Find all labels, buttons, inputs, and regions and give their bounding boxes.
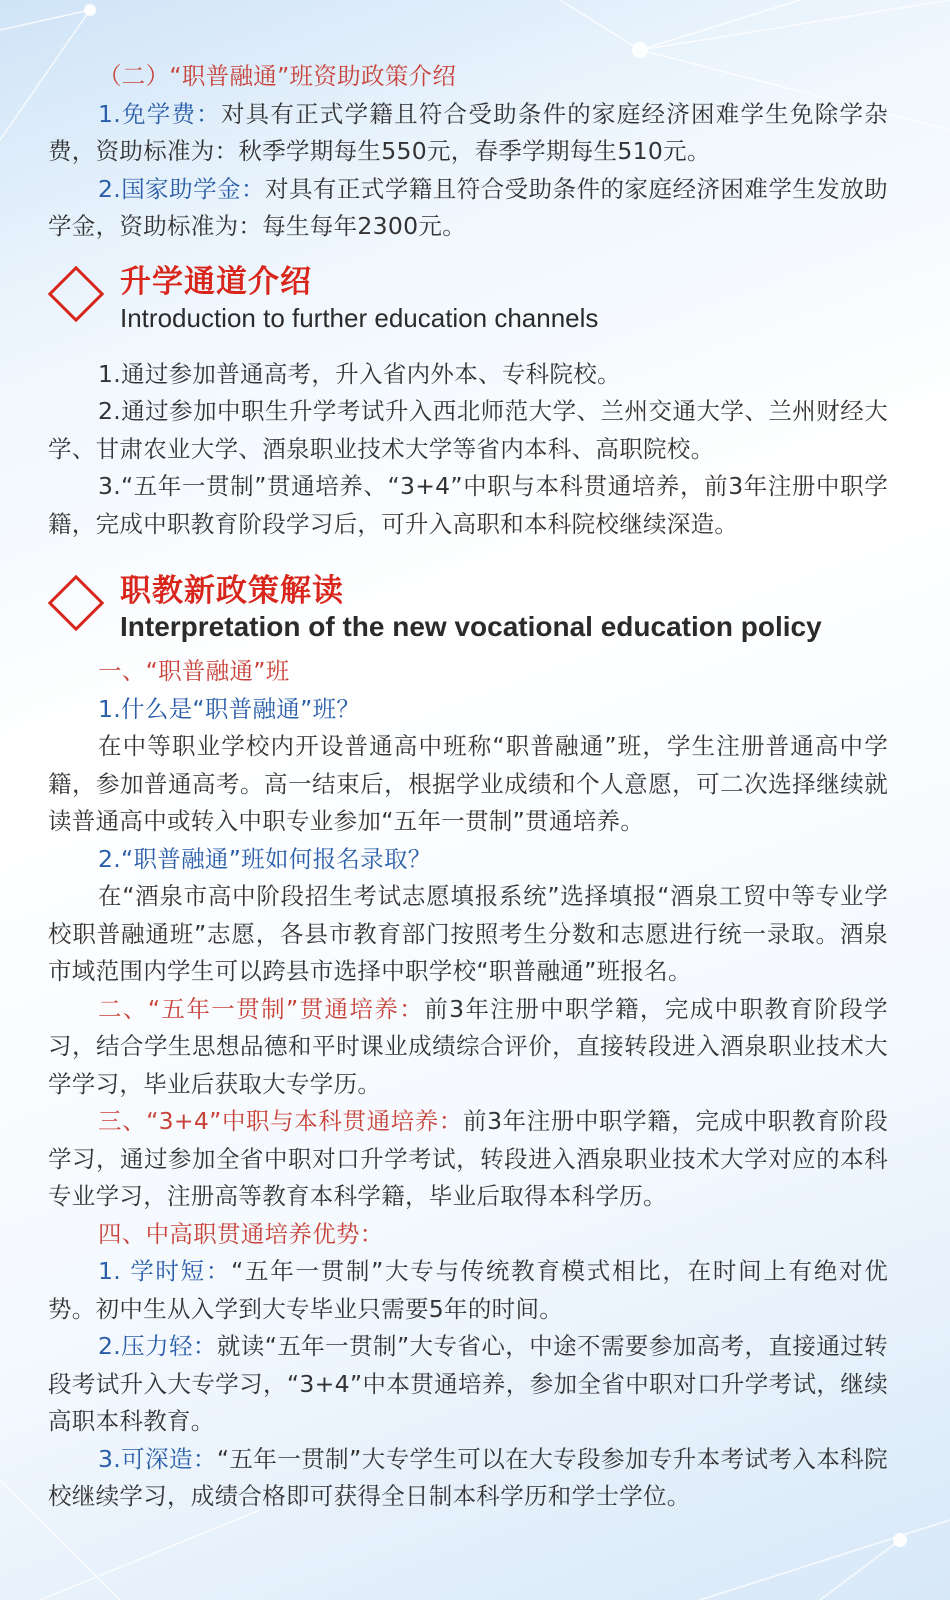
advantage-item bbox=[48, 1253, 888, 1328]
subsidy-item-tuition-free bbox=[48, 96, 888, 171]
policy-section-label: 三、“3+4”中职与本科贯通培养： bbox=[98, 1107, 463, 1135]
channel-item: 2.通过参加中职生升学考试升入西北师范大学、兰州交通大学、兰州财经大学、甘肃农业大学、酒泉职业技术大学等省内本科、高职院校。 bbox=[48, 397, 888, 463]
policy-section-heading: 四、中高职贯通培养优势： bbox=[98, 1219, 384, 1248]
diamond-icon bbox=[48, 265, 105, 322]
policy-section-text: 前3年注册中职学籍，完成中职教育阶段学习，通过参加全省中职对口升学考试，转段进入酒泉职业技术大学对应的本科专业学习，注册高等教育本科学籍，毕业后取得本科学历。 bbox=[48, 1107, 888, 1210]
policy-section-five-year bbox=[48, 991, 888, 1104]
channel-item: 1.通过参加普通高考，升入省内外本、专科院校。 bbox=[98, 359, 621, 388]
subsidy-heading: （二）“职普融通”班资助政策介绍 bbox=[98, 62, 457, 90]
diamond-icon bbox=[48, 575, 105, 632]
subsidy-item-text: 对具有正式学籍且符合受助条件的家庭经济困难学生免除学杂费，资助标准为：秋季学期每生550元，春季学期每生510元。 bbox=[48, 99, 888, 165]
section-title-cn: 职教新政策解读 bbox=[120, 573, 344, 609]
subsidy-item-grant bbox=[48, 171, 888, 246]
section-header-channels bbox=[48, 262, 888, 342]
advantage-item bbox=[48, 1328, 888, 1441]
policy-section-text: 前3年注册中职学籍，完成中职教育阶段学习，结合学生思想品德和平时课业成绩综合评价，直接转段进入酒泉职业技术大学学习，毕业后获取大专学历。 bbox=[48, 994, 888, 1098]
advantage-label: 1. 学时短： bbox=[98, 1257, 232, 1285]
policy-question: 2.“职普融通”班如何报名录取？ bbox=[98, 844, 432, 873]
subsidy-item-label: 1.免学费： bbox=[98, 99, 221, 128]
subsidy-item-text: 对具有正式学籍且符合受助条件的家庭经济困难学生发放助学金，资助标准为：每生每年2300元。 bbox=[48, 174, 888, 240]
policy-answer: 在“酒泉市高中阶段招生考试志愿填报系统”选择填报“酒泉工贸中等专业学校职普融通班”志愿，各县市教育部门按照考生分数和志愿进行统一录取。酒泉市域范围内学生可以跨县市选择中职学校“职普融通”班报名。 bbox=[48, 882, 888, 985]
policy-question: 1.什么是“职普融通”班？ bbox=[98, 694, 361, 723]
policy-section-heading: 一、“职普融通”班 bbox=[98, 657, 290, 685]
subsidy-item-label: 2.国家助学金： bbox=[98, 174, 265, 203]
policy-section-label: 二、“五年一贯制”贯通培养： bbox=[98, 994, 425, 1023]
advantage-text: “五年一贯制”大专与传统教育模式相比，在时间上有绝对优势。初中生从入学到大专毕业只需要5年的时间。 bbox=[48, 1257, 888, 1323]
advantage-label: 2.压力轻： bbox=[98, 1332, 217, 1360]
section-title-en: Interpretation of the new vocational education policy bbox=[120, 611, 822, 642]
policy-section-3plus4 bbox=[48, 1103, 888, 1216]
advantage-item bbox=[48, 1441, 888, 1516]
advantage-label: 3.可深造： bbox=[98, 1444, 217, 1473]
page-content bbox=[48, 58, 888, 1516]
policy-answer: 在中等职业学校内开设普通高中班称“职普融通”班，学生注册普通高中学籍，参加普通高考。高一结束后，根据学业成绩和个人意愿，可二次选择继续就读普通高中或转入中职专业参加“五年一贯制”贯通培养。 bbox=[48, 732, 888, 835]
advantage-text: 就读“五年一贯制”大专省心，中途不需要参加高考，直接通过转段考试升入大专学习，“3+4”中本贯通培养，参加全省中职对口升学考试，继续高职本科教育。 bbox=[48, 1332, 888, 1435]
section-title-en: Introduction to further education channels bbox=[120, 302, 599, 333]
advantage-text: “五年一贯制”大专学生可以在大专段参加专升本考试考入本科院校继续学习，成绩合格即可获得全日制本科学历和学士学位。 bbox=[48, 1444, 888, 1510]
section-title-cn: 升学通道介绍 bbox=[120, 263, 312, 300]
section-header-policy bbox=[48, 571, 888, 651]
channel-item: 3.“五年一贯制”贯通培养、“3+4”中职与本科贯通培养，前3年注册中职学籍，完成中职教育阶段学习后，可升入高职和本科院校继续深造。 bbox=[48, 472, 888, 538]
